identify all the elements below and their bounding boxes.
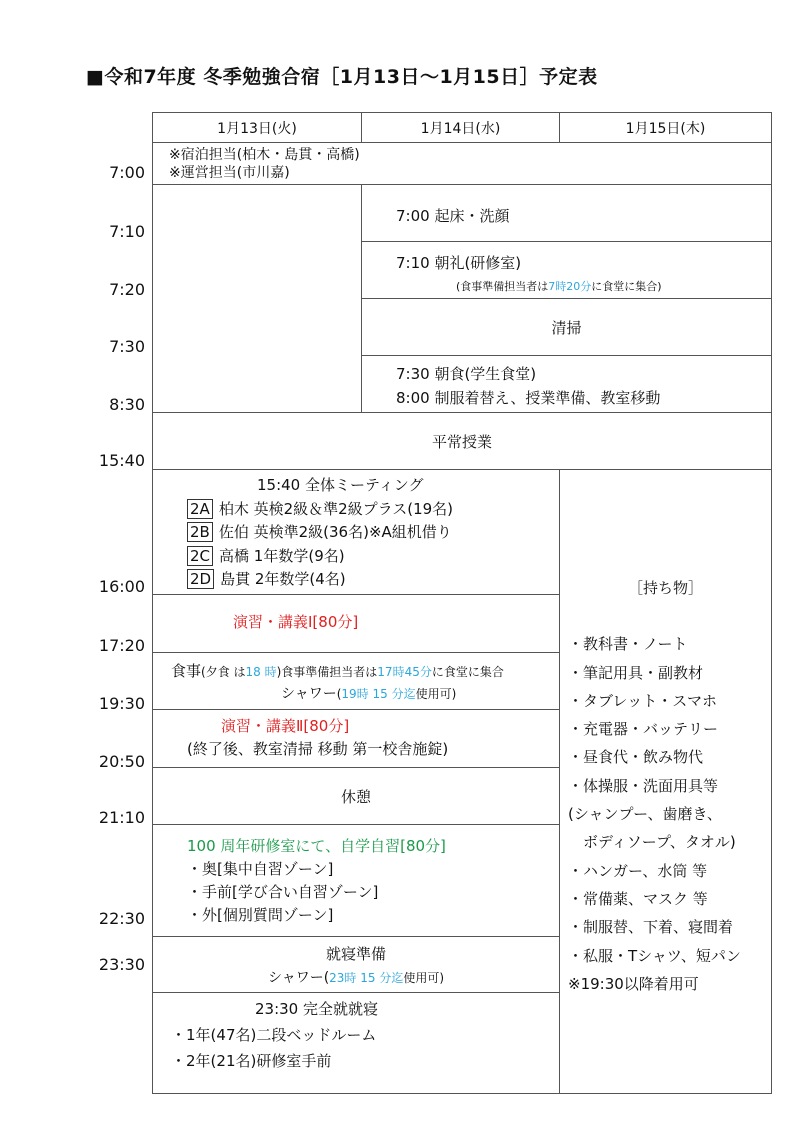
room-item: ・2年(21名)研修室手前 (171, 1052, 332, 1070)
empty-cell (152, 184, 362, 413)
meeting-cell (152, 469, 560, 595)
zone-item: ・外[個別質問ゾーン] (187, 906, 334, 924)
note: ※宿泊担当(柏木・島貫・高橋) (169, 147, 360, 163)
time-label: 22:30 (98, 909, 145, 928)
time-label: 16:00 (98, 577, 145, 596)
belongings-title: ［持ち物］ (627, 579, 703, 597)
breakfast-cell (361, 355, 772, 413)
shower: シャワー (281, 686, 337, 702)
belonging-item: ・充電器・バッテリー (568, 720, 719, 739)
time-label: 21:10 (98, 808, 145, 827)
belonging-item: ・タブレット・スマホ (568, 691, 717, 710)
assembly-time: 7時20分 (548, 280, 592, 293)
self-study-title: 100 周年研修室にて、自学自習[80分] (187, 837, 446, 855)
session2-note: (終了後、教室清掃 移動 第一校舎施錠) (187, 740, 449, 758)
page-title: ■令和7年度 冬季勉強合宿［1月13日～1月15日］予定表 (86, 66, 598, 88)
time-label: 8:30 (109, 395, 145, 414)
assembly: 7:10 朝礼(研修室) (396, 254, 522, 272)
zone-item: ・手前[学び合い自習ゾーン] (187, 883, 379, 901)
day-header: 1月14日(水) (361, 112, 560, 143)
belonging-item: ・体操服・洗面用具等 (568, 776, 719, 795)
belonging-item: ・私服・Tシャツ、短パン (568, 946, 741, 965)
belonging-item: ボディソープ、タオル) (568, 833, 736, 852)
assembly-note-end: に食堂に集合) (591, 280, 662, 293)
assembly-cell (361, 241, 772, 299)
belongings-list (568, 630, 771, 998)
assembly-note: (食事準備担当者は (456, 280, 549, 293)
group-item: 2B 佐伯 英検準2級(36名)※A組机借り (187, 521, 559, 545)
belonging-item: ・制服替、下着、寝間着 (568, 918, 734, 937)
time-label: 19:30 (98, 694, 145, 713)
belonging-item: ※19:30以降着用可 (568, 974, 699, 993)
time-label: 23:30 (98, 955, 145, 974)
session1-cell: 演習・講義Ⅰ[80分] (152, 594, 560, 653)
time-label: 7:30 (109, 337, 145, 356)
bed-prep-cell: 就寝準備 シャワー(23時 15 分迄使用可) (152, 936, 560, 993)
breakfast: 7:30 朝食(学生食堂) (396, 365, 537, 383)
time-label: 15:40 (98, 451, 145, 470)
session2-cell (152, 709, 560, 768)
group-item: 2A 柏木 英検2級＆準2級プラス(19名) (187, 498, 559, 522)
bed-prep-title: 就寝準備 (325, 945, 386, 963)
lights-out-title: 23:30 完全就就寝 (255, 1000, 378, 1018)
cleaning-cell: 清掃 (361, 298, 772, 356)
session2: 演習・講義Ⅱ[80分] (221, 717, 350, 735)
belonging-item: (シャンプー、歯磨き、 (568, 805, 722, 824)
note: ※運営担当(市川嘉) (169, 165, 290, 181)
belonging-item: ・常備薬、マスク 等 (568, 889, 708, 908)
lights-out-cell (152, 992, 560, 1094)
meal: 食事 (171, 662, 202, 680)
belonging-item: ・教科書・ノート (568, 635, 688, 654)
wake-cell: 7:00 起床・洗顔 (361, 184, 772, 242)
time-label: 20:50 (98, 752, 145, 771)
time-label: 7:10 (109, 222, 145, 241)
class-prep: 8:00 制服着替え、授業準備、教室移動 (396, 389, 661, 407)
belonging-item: ・昼食代・飲み物代 (568, 748, 704, 767)
meal-cell: 食事(夕食 は18 時)食事準備担当者は17時45分に食堂に集合 シャワー(19時 15 分迄使用可) (152, 652, 560, 710)
day-header: 1月15日(木) (559, 112, 772, 143)
self-study-cell (152, 824, 560, 937)
break-cell: 休憩 (152, 767, 560, 825)
regular-class-cell: 平常授業 (152, 412, 772, 470)
group-item: 2C 高橋 1年数学(9名) (187, 545, 559, 569)
belonging-item: ・筆記用具・副教材 (568, 663, 704, 682)
room-item: ・1年(47名)二段ベッドルーム (171, 1026, 377, 1044)
day-header: 1月13日(火) (152, 112, 362, 143)
time-label: 17:20 (98, 636, 145, 655)
meeting-title: 15:40 全体ミーティング (257, 476, 424, 494)
belonging-item: ・ハンガー、水筒 等 (568, 861, 708, 880)
zone-item: ・奥[集中自習ゾーン] (187, 860, 334, 878)
belongings-cell (559, 469, 772, 1094)
group-item: 2D 島貫 2年数学(4名) (187, 568, 559, 592)
time-label: 7:20 (109, 280, 145, 299)
staff-notes (152, 142, 772, 185)
time-label: 7:00 (109, 163, 145, 182)
